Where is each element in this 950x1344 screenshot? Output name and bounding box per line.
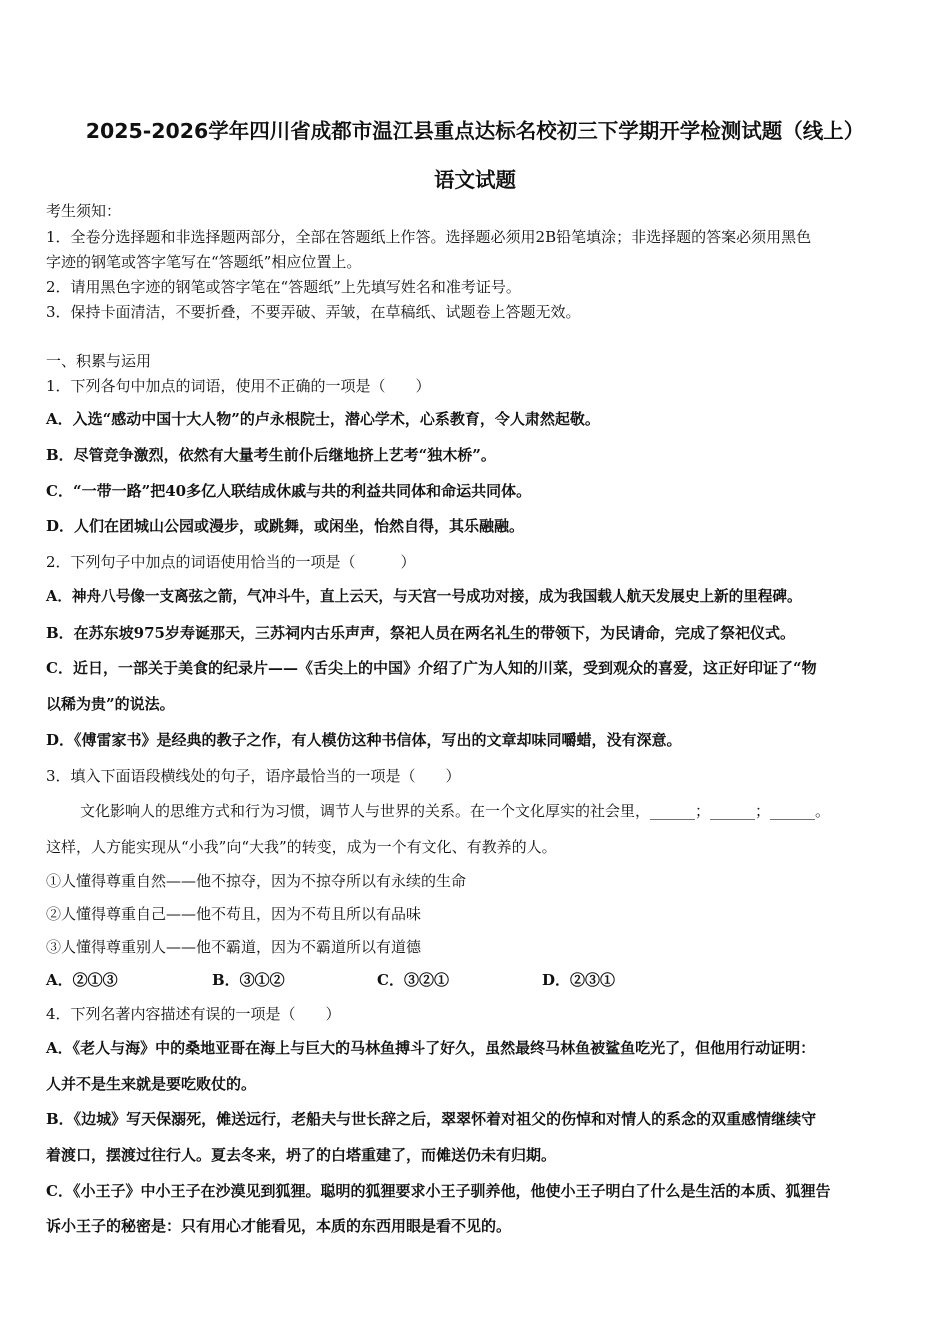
notice-item-3: 3．保持卡面清洁，不要折叠，不要弄破、弄皱，在草稿纸、试题卷上答题无效。 [46, 303, 581, 321]
q4-option-b: B．《边城》写天保溺死，傩送远行，老船夫与世长辞之后，翠翠怀着对祖父的伤悼和对情人的系念的双重感情继续守 [46, 1110, 817, 1128]
section-heading: 一、积累与运用 [46, 352, 152, 370]
q2-option-b: B．在苏东坡975岁寿诞那天，三苏祠内古乐声声，祭祀人员在两名礼生的带领下，为民请命，完成了祭祀仪式。 [46, 624, 795, 642]
q3-sentence-3: ③人懂得尊重别人——他不霸道，因为不霸道所以有道德 [46, 938, 422, 956]
notice-item-1: 1．全卷分选择题和非选择题两部分，全部在答题纸上作答。选择题必须用2B铅笔填涂；非选择题的答案必须用黑色 [46, 228, 812, 246]
exam-title: 2025-2026学年四川省成都市温江县重点达标名校初三下学期开学检测试题（线上） [85, 119, 865, 143]
q3-option-a: A．②①③ [46, 971, 118, 989]
q1-option-a: A．入选“感动中国十大人物”的卢永根院士，潜心学术，心系教育，令人肃然起敬。 [46, 410, 600, 428]
q2-option-a: A．神舟八号像一支离弦之箭，气冲斗牛，直上云天，与天宫一号成功对接，成为我国载人航天发展史上新的里程碑。 [46, 588, 802, 605]
q4-option-a-cont: 人并不是生来就是要吃败仗的。 [46, 1075, 257, 1093]
q4-option-b-cont: 着渡口，摆渡过往行人。夏去冬来，坍了的白塔重建了，而傩送仍未有归期。 [46, 1146, 557, 1164]
q3-passage-cont: 这样，人方能实现从“小我”向“大我”的转变，成为一个有文化、有教养的人。 [46, 838, 557, 856]
q1-option-d: D．人们在团城山公园或漫步，或跳舞，或闲坐，怡然自得，其乐融融。 [46, 517, 525, 535]
q2-option-c: C．近日，一部关于美食的纪录片——《舌尖上的中国》介绍了广为人知的川菜，受到观众的喜爱，这正好印证了“物 [46, 659, 817, 677]
q2-option-c-cont: 以稀为贵”的说法。 [46, 695, 175, 713]
q3-sentence-2: ②人懂得尊重自己——他不苟且，因为不苟且所以有品味 [46, 905, 422, 923]
q4-option-c-cont: 诉小王子的秘密是：只有用心才能看见，本质的东西用眼是看不见的。 [46, 1217, 512, 1235]
notice-item-2: 2．请用黑色字迹的钢笔或答字笔在“答题纸”上先填写姓名和准考证号。 [46, 278, 521, 296]
q4-stem: 4．下列名著内容描述有误的一项是（ ） [46, 1005, 341, 1023]
q3-option-c: C．③②① [377, 971, 449, 989]
q1-option-b: B．尽管竞争激烈，依然有大量考生前仆后继地挤上艺考“独木桥”。 [46, 446, 496, 464]
q4-option-c: C．《小王子》中小王子在沙漠见到狐狸。聪明的狐狸要求小王子驯养他，他使小王子明白了什么是生活的本质、狐狸告 [46, 1182, 831, 1200]
q4-option-a: A．《老人与海》中的桑地亚哥在海上与巨大的马林鱼搏斗了好久，虽然最终马林鱼被鲨鱼吃光了，但他用行动证明： [46, 1039, 816, 1057]
q3-stem: 3．填入下面语段横线处的句子，语序最恰当的一项是（ ） [46, 767, 461, 785]
q2-stem: 2．下列句子中加点的词语使用恰当的一项是（ ） [46, 553, 416, 571]
q3-sentence-1: ①人懂得尊重自然——他不掠夺，因为不掠夺所以有永续的生命 [46, 872, 467, 890]
notice-item-1-cont: 字迹的钢笔或答字笔写在“答题纸”相应位置上。 [46, 253, 362, 271]
q3-option-d: D．②③① [542, 971, 616, 989]
q2-option-d: D．《傅雷家书》是经典的教子之作，有人模仿这种书信体，写出的文章却味同嚼蜡，没有深意。 [46, 731, 682, 749]
exam-subtitle: 语文试题 [434, 168, 516, 192]
q1-option-c: C．“一带一路”把40多亿人联结成休戚与共的利益共同体和命运共同体。 [46, 482, 532, 500]
q1-stem: 1．下列各句中加点的词语，使用不正确的一项是（ ） [46, 377, 431, 395]
notice-heading: 考生须知： [46, 202, 122, 220]
q3-passage: 文化影响人的思维方式和行为习惯，调节人与世界的关系。在一个文化厚实的社会里，______；______；______。 [80, 802, 831, 820]
q3-option-b: B．③①② [212, 971, 285, 989]
